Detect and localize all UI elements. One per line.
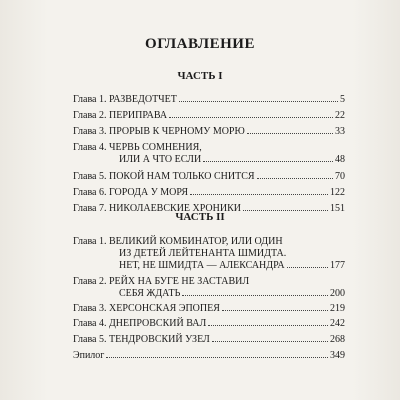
toc-entry [73,334,345,346]
entry-page: 33 [335,126,345,137]
toc-entry [73,236,345,272]
leader-dots [169,117,333,118]
toc-entry [73,350,345,362]
entry-page: 268 [330,334,345,345]
leader-dots [287,267,328,268]
toc-entry [73,126,345,138]
entry-title: Глава 5. ТЕНДРОВСКИЙ УЗЕЛ [73,334,210,345]
entry-title: Глава 3. ХЕРСОНСКАЯ ЭПОПЕЯ [73,303,220,314]
entry-page: 349 [330,350,345,361]
toc-entry [73,303,345,315]
entry-title: Глава 6. ГОРОДА У МОРЯ [73,187,188,198]
entry-title: Глава 7. НИКОЛАЕВСКИЕ ХРОНИКИ [73,203,241,214]
toc-entry [73,110,345,122]
entry-page: 5 [340,94,345,105]
entry-page: 22 [335,110,345,121]
entry-page: 219 [330,303,345,314]
toc-entry [73,187,345,199]
leader-dots [208,325,328,326]
toc-entry [73,318,345,330]
toc-entry [73,142,345,166]
entry-title-continued: ИЛИ А ЧТО ЕСЛИ [119,154,202,165]
entry-title: Глава 3. ПРОРЫВ К ЧЕРНОМУ МОРЮ [73,126,245,137]
entry-title-continued: НЕТ, НЕ ШМИДТА — АЛЕКСАНДРА [119,260,285,271]
entry-title: Глава 5. ПОКОЙ НАМ ТОЛЬКО СНИТСЯ [73,171,255,182]
leader-dots [212,341,328,342]
leader-dots [179,101,338,102]
entry-title: Глава 2. ПЕРИПРАВА [73,110,168,121]
entry-page: 151 [330,203,345,214]
leader-dots [222,310,328,311]
leader-dots [190,194,328,195]
entry-page: 242 [330,318,345,329]
entry-page: 70 [335,171,345,182]
entry-page: 200 [330,288,345,299]
page-title: ОГЛАВЛЕНИЕ [145,36,255,52]
entry-page: 177 [330,260,345,271]
entry-title: Глава 4. ЧЕРВЬ СОМНЕНИЯ, [73,142,202,153]
entry-title: Глава 1. ВЕЛИКИЙ КОМБИНАТОР, ИЛИ ОДИН [73,236,283,247]
entry-title: Глава 4. ДНЕПРОВСКИЙ ВАЛ [73,318,207,329]
entry-title: Глава 2. РЕЙХ НА БУГЕ НЕ ЗАСТАВИЛ [73,276,250,287]
leader-dots [257,178,333,179]
entry-page: 48 [335,154,345,165]
leader-dots [182,295,328,296]
leader-dots [203,161,333,162]
leader-dots [247,133,333,134]
toc-entry [73,276,345,300]
part-1-heading: ЧАСТЬ I [177,70,223,82]
entry-title-continued: ИЗ ДЕТЕЙ ЛЕЙТЕНАНТА ШМИДТА. [119,248,287,259]
entry-title: Эпилог [73,350,105,361]
toc-entry [73,171,345,183]
part-2-heading: ЧАСТЬ II [175,211,225,223]
entry-page: 122 [330,187,345,198]
entry-title-continued: СЕБЯ ЖДАТЬ [119,288,181,299]
toc-entry [73,94,345,106]
leader-dots [106,357,328,358]
entry-title: Глава 1. РАЗВЕДОТЧЕТ [73,94,177,105]
